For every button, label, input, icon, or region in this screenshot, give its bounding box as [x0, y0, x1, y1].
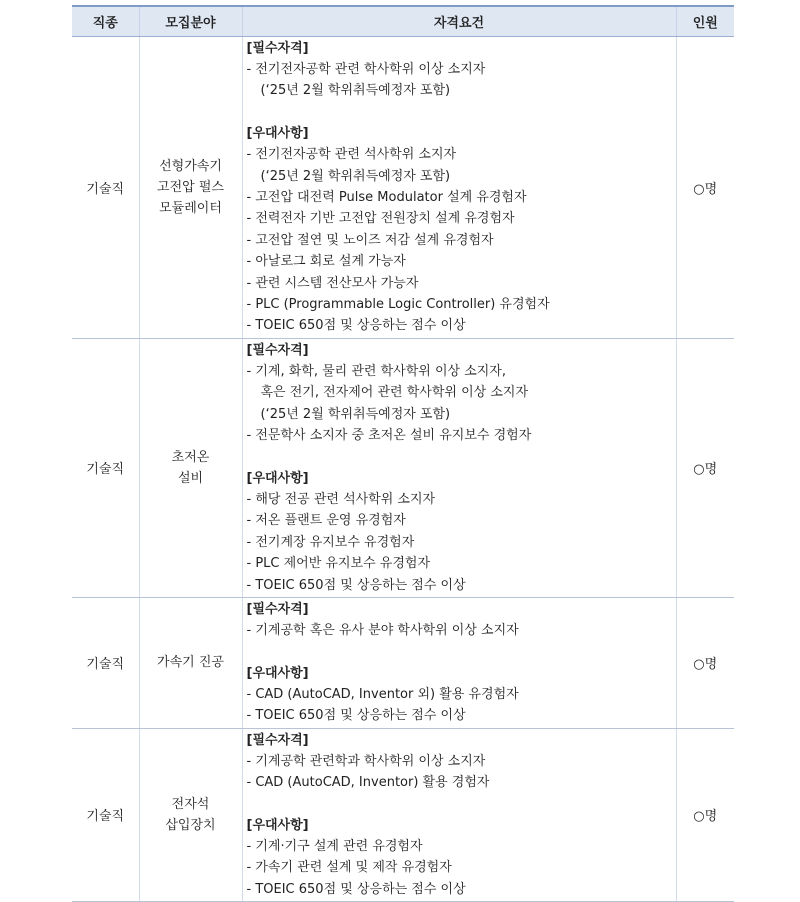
- field-line: 설비: [177, 470, 204, 486]
- preferred-title: [우대사항]: [246, 665, 309, 681]
- requirement-line: - 전문학사 소지자 중 초저온 설비 유지보수 경험자: [246, 428, 532, 444]
- field-line: 전자석: [171, 796, 210, 812]
- preferred-line: - 가속기 관련 설계 및 제작 유경험자: [246, 860, 452, 876]
- requirement-line: (‘25년 2월 학위취득예정자 포함): [260, 406, 451, 422]
- header-job: 직종: [72, 6, 139, 37]
- preferred-line: - TOEIC 650점 및 상응하는 점수 이상: [246, 577, 466, 593]
- requirements-cell: [242, 37, 676, 339]
- requirements-cell: [242, 338, 676, 597]
- field-cell: [139, 597, 242, 728]
- requirement-line: - 기계, 화학, 물리 관련 학사학위 이상 소지자,: [246, 363, 507, 379]
- requirements-cell: [242, 728, 676, 901]
- required-title: [필수자격]: [246, 41, 309, 56]
- header-count: 인원: [676, 6, 734, 37]
- field-line: 초저온: [171, 449, 210, 465]
- field-line: 가속기 진공: [157, 655, 224, 671]
- preferred-line: - 저온 플랜트 운영 유경험자: [246, 513, 406, 529]
- preferred-line: - 고전압 절연 및 노이즈 저감 설계 유경험자: [246, 232, 494, 248]
- count-cell: ○명: [676, 728, 734, 901]
- required-title: [필수자격]: [246, 601, 309, 617]
- job-cell: 기술직: [72, 338, 139, 597]
- header-row: [72, 6, 734, 37]
- job-cell: 기술직: [72, 597, 139, 728]
- field-line: 고전압 펄스: [157, 179, 224, 195]
- preferred-line: - 기계·기구 설계 관련 유경험자: [246, 838, 423, 854]
- preferred-line: - 해당 전공 관련 석사학위 소지자: [246, 491, 436, 507]
- preferred-line: - 전기전자공학 관련 석사학위 소지자: [246, 147, 457, 163]
- field-line: 삽입장치: [165, 817, 216, 833]
- preferred-title: [우대사항]: [246, 126, 309, 142]
- preferred-line: - CAD (AutoCAD, Inventor 외) 활용 유경험자: [246, 686, 519, 702]
- header-requirements: 자격요건: [242, 6, 676, 37]
- requirement-line: - 기계공학 혹은 유사 분야 학사학위 이상 소지자: [246, 622, 519, 638]
- field-line: 모듈레이터: [159, 200, 222, 216]
- preferred-line: - TOEIC 650점 및 상응하는 점수 이상: [246, 708, 466, 724]
- field-line: 선형가속기: [159, 158, 222, 174]
- count-cell: ○명: [676, 37, 734, 339]
- field-cell: [139, 728, 242, 901]
- requirement-line: - 전기전자공학 관련 학사학위 이상 소지자: [246, 62, 486, 77]
- preferred-line: - PLC 제어반 유지보수 유경험자: [246, 556, 431, 572]
- count-cell: ○명: [676, 597, 734, 728]
- preferred-line: - 관련 시스템 전산모사 가능자: [246, 275, 419, 291]
- table-row: [72, 728, 734, 901]
- preferred-line: - 전기계장 유지보수 유경험자: [246, 534, 415, 550]
- job-cell: 기술직: [72, 37, 139, 339]
- requirement-line: 혹은 전기, 전자제어 관련 학사학위 이상 소지자: [260, 385, 529, 401]
- preferred-line: - 아날로그 회로 설계 가능자: [246, 254, 406, 270]
- preferred-line: (‘25년 2월 학위취득예정자 포함): [260, 168, 451, 184]
- requirement-line: - CAD (AutoCAD, Inventor) 활용 경험자: [246, 774, 490, 790]
- preferred-title: [우대사항]: [246, 470, 309, 486]
- table-row: [72, 597, 734, 728]
- job-cell: 기술직: [72, 728, 139, 901]
- recruitment-table: [72, 5, 734, 902]
- field-cell: [139, 338, 242, 597]
- table-row: [72, 338, 734, 597]
- count-cell: ○명: [676, 338, 734, 597]
- required-title: [필수자격]: [246, 342, 309, 358]
- field-cell: [139, 37, 242, 339]
- preferred-line: - PLC (Programmable Logic Controller) 유경험자: [246, 297, 550, 313]
- preferred-line: - TOEIC 650점 및 상응하는 점수 이상: [246, 318, 466, 334]
- preferred-line: - 전력전자 기반 고전압 전원장치 설계 유경험자: [246, 211, 515, 227]
- preferred-title: [우대사항]: [246, 817, 309, 833]
- required-title: [필수자격]: [246, 732, 309, 748]
- requirements-cell: [242, 597, 676, 728]
- requirement-line: - 기계공학 관련학과 학사학위 이상 소지자: [246, 753, 486, 769]
- preferred-line: - 고전압 대전력 Pulse Modulator 설계 유경험자: [246, 190, 527, 206]
- table-row: [72, 37, 734, 339]
- header-field: 모집분야: [139, 6, 242, 37]
- preferred-line: - TOEIC 650점 및 상응하는 점수 이상: [246, 881, 466, 897]
- requirement-line: (‘25년 2월 학위취득예정자 포함): [260, 83, 451, 99]
